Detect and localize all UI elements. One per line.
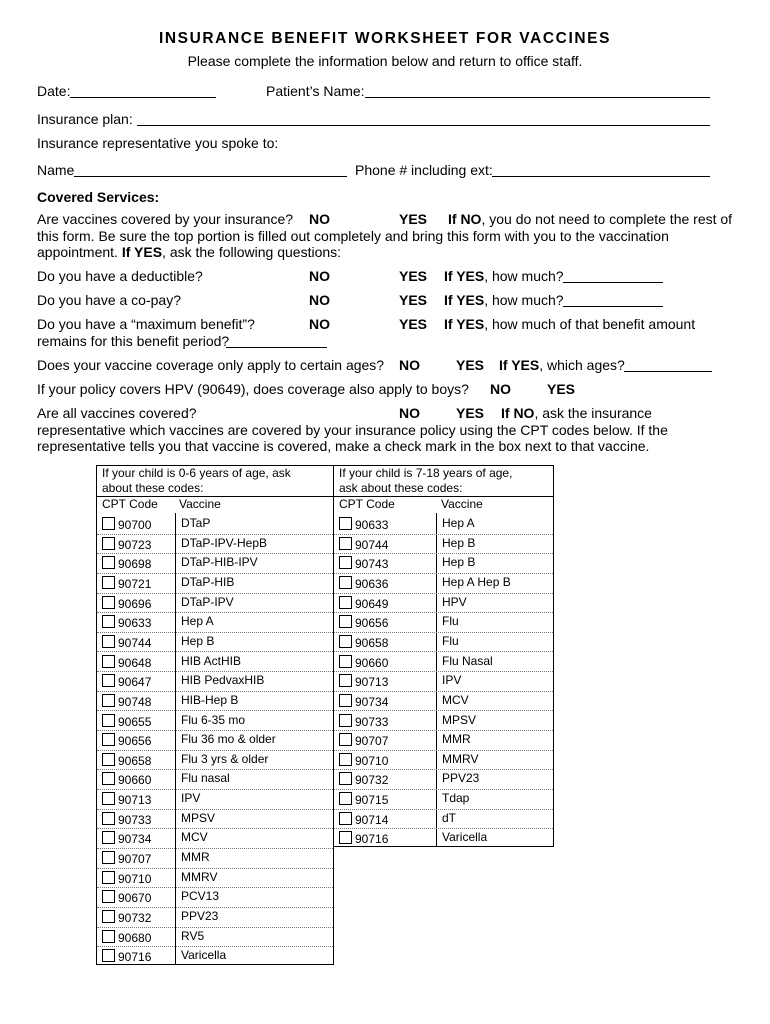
vaccine-checkbox[interactable] (102, 733, 115, 746)
q7-line3: representative tells you that vaccine is covered, make a check mark in the box next to that vaccine. (37, 438, 650, 454)
q3-yes-option[interactable]: YES (399, 292, 428, 308)
vaccine-name: IPV (442, 673, 462, 688)
vaccine-name: HPV (442, 594, 467, 609)
cpt-code: 90744 (118, 635, 152, 650)
vaccine-name: Flu (442, 633, 459, 648)
vaccine-checkbox[interactable] (339, 733, 352, 746)
q7-ifno (501, 405, 652, 421)
col-header-cpt: CPT Code (339, 497, 395, 511)
representative-label: Insurance representative you spoke to: (37, 135, 279, 151)
cpt-code: 90732 (118, 911, 152, 925)
vaccine-checkbox[interactable] (339, 772, 352, 785)
cpt-code: 90696 (118, 596, 152, 611)
vaccine-name: RV5 (181, 928, 205, 943)
cpt-code: 90707 (118, 852, 152, 867)
col-header-cpt: CPT Code (102, 497, 158, 511)
vaccine-checkbox[interactable] (339, 674, 352, 687)
cpt-code: 90655 (118, 714, 152, 729)
table-row (97, 750, 333, 771)
cpt-table-7-18 (333, 465, 554, 847)
vaccine-name: Hep A Hep B (442, 574, 511, 589)
table-row (97, 927, 333, 948)
vaccine-name: Hep A (442, 516, 475, 530)
cpt-code: 90698 (118, 557, 152, 572)
vaccine-name: DTaP-IPV (181, 594, 234, 609)
ifno-rest: , you do not need to complete the rest of (481, 211, 733, 227)
vaccine-checkbox[interactable] (102, 772, 115, 785)
vaccine-name: Hep A (181, 614, 214, 629)
ifno-bold: If NO (501, 405, 535, 421)
table-row (97, 632, 333, 653)
copay-amount-field[interactable] (563, 306, 663, 307)
vaccine-name: HIB-Hep B (181, 692, 239, 707)
vaccine-name: Flu (442, 614, 459, 629)
page-subtitle: Please complete the information below and return to office staff. (187, 53, 583, 69)
vaccine-checkbox[interactable] (102, 635, 115, 648)
vaccine-checkbox[interactable] (102, 537, 115, 550)
table-row (334, 534, 553, 555)
table-row (97, 593, 333, 614)
q1-line3-a: appointment. (37, 244, 122, 260)
q6-text: If your policy covers HPV (90649), does coverage also apply to boys? (37, 381, 469, 397)
table-row (334, 828, 553, 848)
vaccine-name: PPV23 (442, 771, 480, 786)
howmuch-text: , how much? (484, 292, 564, 308)
cpt-code: 90732 (355, 773, 389, 788)
vaccine-checkbox[interactable] (339, 596, 352, 609)
date-field[interactable] (70, 97, 216, 98)
q4-no-option[interactable]: NO (309, 316, 330, 332)
q3-no-option[interactable]: NO (309, 292, 330, 308)
vaccine-checkbox[interactable] (339, 655, 352, 668)
vaccine-name: Tdap (442, 791, 470, 806)
name-label: Name (37, 162, 75, 178)
vaccine-checkbox[interactable] (102, 792, 115, 805)
table-header (339, 466, 512, 496)
vaccine-checkbox[interactable] (339, 694, 352, 707)
vaccine-checkbox[interactable] (339, 812, 352, 825)
vaccine-name: DTaP-IPV-HepB (181, 535, 268, 550)
vaccine-checkbox[interactable] (102, 615, 115, 628)
q1-line3-bold: If YES (121, 244, 163, 260)
vaccine-checkbox[interactable] (102, 812, 115, 825)
vaccine-name: MPSV (442, 712, 477, 727)
table-row (334, 573, 553, 594)
table-row (97, 534, 333, 555)
cpt-code: 90744 (355, 537, 389, 552)
table-row (97, 828, 333, 849)
vaccine-checkbox[interactable] (102, 930, 115, 943)
q4-yes-option[interactable]: YES (399, 316, 428, 332)
cpt-code: 90743 (355, 557, 389, 572)
col-header-vaccine: Vaccine (179, 497, 221, 511)
vaccine-name: DTaP-HIB (181, 574, 235, 589)
cpt-code: 90656 (355, 616, 389, 631)
ifyes-bold: If YES (444, 292, 485, 308)
vaccine-checkbox[interactable] (102, 910, 115, 923)
vaccine-checkbox[interactable] (102, 949, 115, 962)
q5-ifyes (499, 357, 625, 373)
table-header-line2: about these codes: (102, 481, 204, 495)
q6-no-option[interactable]: NO (490, 381, 511, 397)
vaccine-checkbox[interactable] (102, 556, 115, 569)
vaccine-name: Hep B (442, 535, 476, 550)
table-row (97, 573, 333, 594)
cpt-code: 90714 (355, 812, 389, 827)
table-row (97, 514, 333, 535)
table-row (334, 632, 553, 653)
vaccine-name: Hep B (181, 633, 215, 648)
q1-line2: this form. Be sure the top portion is filled out completely and bring this form with you to the vaccination (37, 228, 669, 244)
phone-field[interactable] (492, 176, 710, 177)
q5-text: Does your vaccine coverage only apply to certain ages? (37, 357, 385, 373)
vaccine-name: HIB PedvaxHIB (181, 673, 265, 688)
cpt-code: 90680 (118, 930, 152, 945)
ifyes-bold: If YES (444, 316, 485, 332)
vaccine-name: Flu Nasal (442, 653, 493, 668)
col-header-vaccine: Vaccine (441, 497, 483, 511)
q1-text: Are vaccines covered by your insurance? (37, 211, 294, 227)
vaccine-name: HIB ActHIB (181, 653, 242, 668)
deductible-amount-field[interactable] (563, 282, 663, 283)
vaccine-name: IPV (181, 791, 201, 806)
vaccine-checkbox[interactable] (102, 851, 115, 864)
table-row (334, 593, 553, 614)
cpt-code: 90658 (118, 753, 152, 768)
page-title: INSURANCE BENEFIT WORKSHEET FOR VACCINES (158, 30, 612, 47)
cpt-code: 90710 (118, 871, 152, 886)
table-row (97, 553, 333, 574)
cpt-code: 90713 (118, 793, 152, 808)
table-row (97, 907, 333, 928)
cpt-code: 90723 (118, 537, 152, 552)
vaccine-checkbox[interactable] (102, 753, 115, 766)
cpt-code: 90660 (355, 655, 389, 670)
q2-text: Do you have a deductible? (37, 268, 203, 284)
table-row (334, 809, 553, 830)
rep-name-field[interactable] (74, 176, 347, 177)
table-row (97, 671, 333, 692)
vaccine-name: MCV (181, 830, 208, 845)
table-row (334, 769, 553, 790)
vaccine-checkbox[interactable] (102, 890, 115, 903)
ifyes-bold: If YES (444, 268, 485, 284)
table-row (334, 711, 553, 732)
cpt-code: 90733 (118, 812, 152, 827)
cpt-code: 90748 (118, 694, 152, 709)
vaccine-name: DTaP-HIB-IPV (181, 555, 258, 570)
vaccine-name: Hep B (442, 555, 476, 570)
cpt-code: 90716 (355, 832, 389, 847)
q7-yes-option[interactable]: YES (456, 405, 485, 421)
vaccine-name: MMR (181, 850, 210, 865)
table-row (97, 769, 333, 790)
q7-no-option[interactable]: NO (399, 405, 420, 421)
vaccine-checkbox[interactable] (102, 674, 115, 687)
table-header (102, 466, 291, 496)
table-row (334, 671, 553, 692)
q2-no-option[interactable]: NO (309, 268, 330, 284)
table-header-line1: If your child is 0-6 years of age, ask (102, 466, 291, 480)
max-benefit-field[interactable] (226, 347, 327, 348)
q2-ifyes (444, 268, 564, 284)
cpt-code: 90658 (355, 635, 389, 650)
vaccine-name: Varicella (442, 830, 488, 845)
vaccine-checkbox[interactable] (339, 615, 352, 628)
vaccine-name: MCV (442, 692, 469, 707)
cpt-code: 90633 (118, 616, 152, 631)
table-row (334, 730, 553, 751)
vaccine-checkbox[interactable] (339, 576, 352, 589)
cpt-code: 90670 (118, 891, 152, 906)
q1-no-option[interactable]: NO (309, 211, 330, 227)
table-row (334, 789, 553, 810)
vaccine-checkbox[interactable] (102, 714, 115, 727)
table-row (97, 789, 333, 810)
q1-yes-option[interactable]: YES (399, 211, 428, 227)
vaccine-checkbox[interactable] (339, 792, 352, 805)
vaccine-name: dT (442, 810, 457, 825)
cpt-code: 90734 (355, 694, 389, 709)
table-row (334, 612, 553, 633)
table-row (334, 652, 553, 673)
cpt-code: 90660 (118, 773, 152, 788)
phone-label: Phone # including ext: (355, 162, 493, 178)
vaccine-name: MPSV (181, 810, 216, 825)
q5-yes-option[interactable]: YES (456, 357, 485, 373)
vaccine-name: MMRV (181, 869, 218, 884)
table-row (97, 868, 333, 889)
vaccine-name: Flu nasal (181, 771, 230, 786)
table-row (97, 887, 333, 908)
ages-field[interactable] (624, 371, 712, 372)
q4-text-line1: Do you have a “maximum benefit”? (37, 316, 255, 332)
cpt-code: 90710 (355, 753, 389, 768)
cpt-code: 90733 (355, 714, 389, 729)
patient-name-label: Patient’s Name: (266, 83, 365, 99)
cpt-code: 90713 (355, 675, 389, 690)
vaccine-checkbox[interactable] (339, 556, 352, 569)
vaccine-checkbox[interactable] (339, 517, 352, 530)
cpt-code: 90648 (118, 655, 152, 670)
howmuch-text: , how much? (484, 268, 564, 284)
ifyes-bold: If YES (499, 357, 540, 373)
cpt-code: 90656 (118, 734, 152, 749)
q4-ifyes (444, 316, 695, 332)
cpt-code: 90721 (118, 576, 152, 591)
cpt-code: 90716 (118, 950, 152, 965)
q7-rest: , ask the insurance (534, 405, 652, 421)
table-row (97, 711, 333, 732)
table-row (97, 946, 333, 966)
covered-services-heading: Covered Services: (37, 189, 160, 205)
q3-ifyes (444, 292, 564, 308)
vaccine-checkbox[interactable] (102, 871, 115, 884)
vaccine-name: DTaP (181, 516, 211, 530)
table-row (97, 809, 333, 830)
insurance-plan-label: Insurance plan: (37, 111, 133, 127)
vaccine-name: PCV13 (181, 889, 220, 904)
cpt-code: 90633 (355, 518, 389, 532)
vaccine-checkbox[interactable] (339, 714, 352, 727)
q4-text-line2: remains for this benefit period? (37, 333, 230, 349)
table-header-line1: If your child is 7-18 years of age, (339, 466, 513, 480)
patient-name-field[interactable] (365, 97, 710, 98)
table-row (97, 691, 333, 712)
cpt-code: 90715 (355, 793, 389, 808)
vaccine-checkbox[interactable] (102, 517, 115, 530)
q6-yes-option[interactable]: YES (547, 381, 576, 397)
table-row (97, 652, 333, 673)
q3-text: Do you have a co-pay? (37, 292, 181, 308)
q1-line3 (37, 244, 341, 260)
q2-yes-option[interactable]: YES (399, 268, 428, 284)
q1-line3-b: , ask the following questions: (162, 244, 342, 260)
vaccine-checkbox[interactable] (339, 635, 352, 648)
vaccine-name: MMR (442, 732, 471, 747)
cpt-code: 90649 (355, 596, 389, 611)
vaccine-name: Flu 3 yrs & older (181, 751, 269, 766)
date-label: Date: (37, 83, 71, 99)
vaccine-checkbox[interactable] (102, 694, 115, 707)
insurance-plan-field[interactable] (137, 125, 710, 126)
vaccine-checkbox[interactable] (102, 596, 115, 609)
table-row (334, 553, 553, 574)
vaccine-name: Varicella (181, 948, 227, 963)
vaccine-checkbox[interactable] (339, 831, 352, 844)
q5-no-option[interactable]: NO (399, 357, 420, 373)
vaccine-name: Flu 6-35 mo (181, 712, 246, 727)
table-row (97, 612, 333, 633)
cpt-code: 90636 (355, 576, 389, 591)
vaccine-name: Flu 36 mo & older (181, 732, 276, 747)
q7-line2: representative which vaccines are covered by your insurance policy using the CPT codes below. If the (37, 422, 668, 438)
table-row (334, 514, 553, 535)
table-row (97, 848, 333, 869)
vaccine-checkbox[interactable] (102, 831, 115, 844)
cpt-code: 90734 (118, 832, 152, 847)
table-header-line2: ask about these codes: (339, 481, 463, 495)
table-row (334, 750, 553, 771)
vaccine-name: PPV23 (181, 909, 219, 923)
cpt-code: 90700 (118, 518, 152, 532)
vaccine-checkbox[interactable] (102, 576, 115, 589)
cpt-code: 90647 (118, 675, 152, 690)
which-ages-text: , which ages? (539, 357, 625, 373)
q1-ifno-note (448, 211, 732, 227)
table-row (97, 730, 333, 751)
vaccine-name: MMRV (442, 751, 479, 766)
vaccine-checkbox[interactable] (339, 753, 352, 766)
q7-text: Are all vaccines covered? (37, 405, 197, 421)
howmuch-benefit-text: , how much of that benefit amount (484, 316, 696, 332)
cpt-table-0-6 (96, 465, 334, 965)
ifno-bold: If NO (448, 211, 482, 227)
vaccine-checkbox[interactable] (339, 537, 352, 550)
vaccine-checkbox[interactable] (102, 655, 115, 668)
table-row (334, 691, 553, 712)
cpt-code: 90707 (355, 734, 389, 749)
